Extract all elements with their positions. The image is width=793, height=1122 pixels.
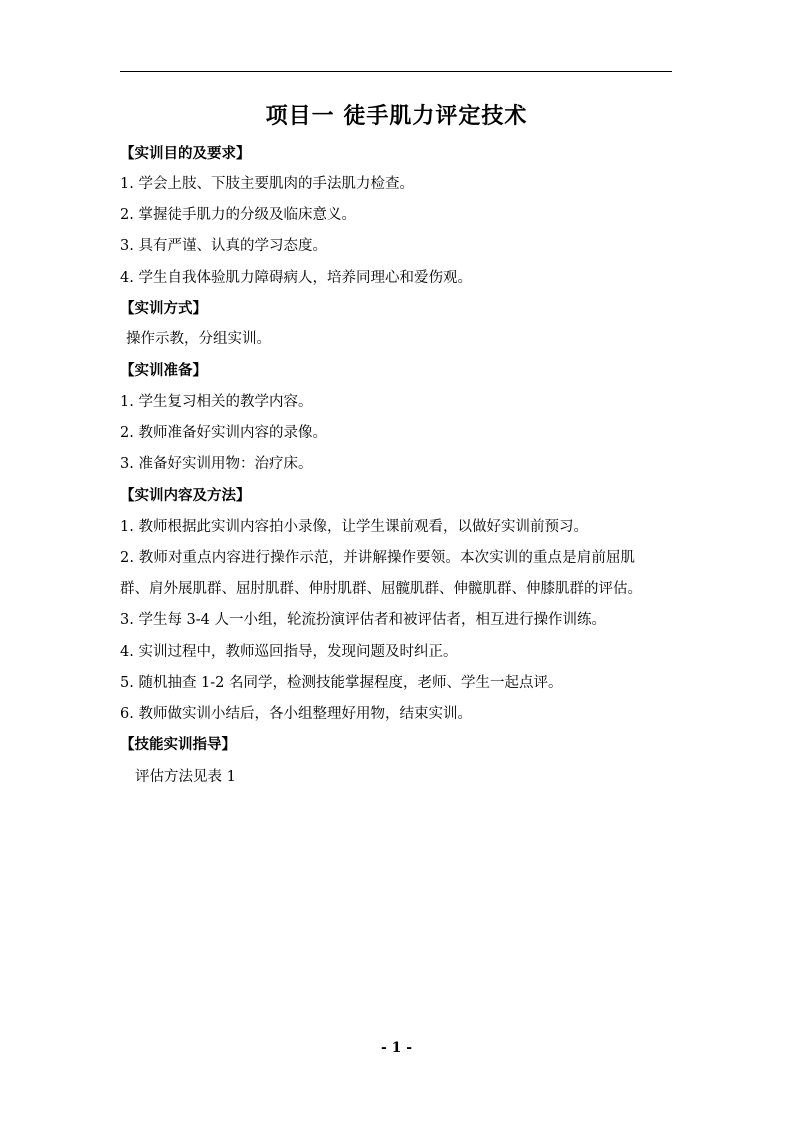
content-item-3: 3. 学生每 3-4 人一小组，轮流扮演评估者和被评估者，相互进行操作训练。: [120, 612, 607, 628]
content-item-2-continued: 群、肩外展肌群、屈肘肌群、伸肘肌群、屈髋肌群、伸髋肌群、伸膝肌群的评估。: [120, 581, 642, 597]
objective-item-2: 2. 掌握徒手肌力的分级及临床意义。: [120, 207, 356, 223]
preparation-item-1: 1. 学生复习相关的教学内容。: [120, 394, 313, 410]
content-item-6: 6. 教师做实训小结后，各小组整理好用物，结束实训。: [120, 706, 472, 722]
content-item-4: 4. 实训过程中，教师巡回指导，发现问题及时纠正。: [120, 644, 458, 660]
section-heading-objectives: 【实训目的及要求】: [120, 146, 251, 162]
section-heading-method: 【实训方式】: [120, 301, 207, 317]
objective-item-4: 4. 学生自我体验肌力障碍病人，培养同理心和爱伤观。: [120, 270, 472, 286]
section-heading-preparation: 【实训准备】: [120, 363, 207, 379]
section-heading-guidance: 【技能实训指导】: [120, 737, 236, 753]
preparation-item-2: 2. 教师准备好实训内容的录像。: [120, 425, 327, 441]
page-title: 项目一 徒手肌力评定技术: [265, 104, 528, 129]
content-item-5: 5. 随机抽查 1-2 名同学，检测技能掌握程度，老师、学生一起点评。: [120, 675, 563, 691]
objective-item-3: 3. 具有严谨、认真的学习态度。: [120, 238, 327, 254]
page-number: - 1 -: [380, 1040, 413, 1056]
method-text: 操作示教，分组实训。: [126, 331, 271, 347]
content-item-2: 2. 教师对重点内容进行操作示范，并讲解操作要领。本次实训的重点是肩前屈肌: [120, 550, 636, 566]
preparation-item-3: 3. 准备好实训用物：治疗床。: [120, 456, 313, 472]
objective-item-1: 1. 学会上肢、下肢主要肌肉的手法肌力检查。: [120, 176, 414, 192]
header-rule: [120, 71, 672, 72]
guidance-text: 评估方法见表 1: [135, 769, 236, 785]
content-item-1: 1. 教师根据此实训内容拍小录像，让学生课前观看，以做好实训前预习。: [120, 519, 588, 535]
section-heading-content: 【实训内容及方法】: [120, 488, 251, 504]
